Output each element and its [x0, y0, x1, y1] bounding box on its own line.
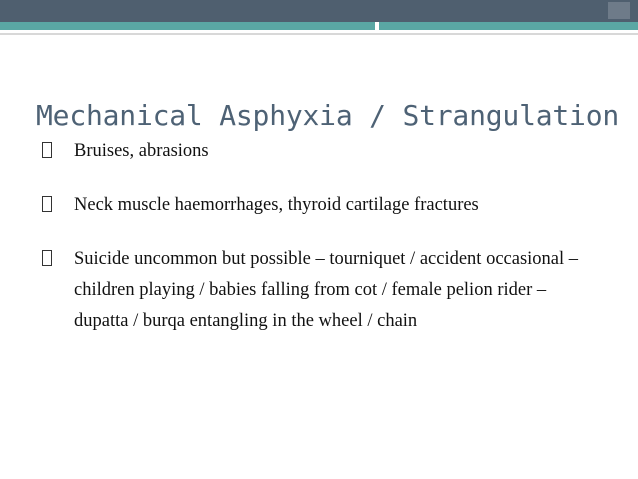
header-teal-bar-right: [379, 22, 638, 30]
bullet-box-icon: [42, 142, 52, 158]
bullet-box-icon: [42, 196, 52, 212]
bullet-text-1: Bruises, abrasions: [74, 141, 209, 161]
bullet-list: [42, 136, 602, 360]
bullet-text-2: Neck muscle haemorrhages, thyroid cartilage fractures: [74, 195, 479, 215]
bullet-item-3: [42, 244, 602, 337]
bullet-item-1: [42, 136, 602, 167]
bullet-box-icon: [42, 250, 52, 266]
header-teal-bar-left: [0, 22, 375, 30]
slide-title: Mechanical Asphyxia / Strangulation: [36, 99, 620, 132]
bullet-item-2: [42, 190, 602, 221]
corner-mark-icon: [608, 2, 630, 19]
bullet-text-3: Suicide uncommon but possible – tourniquet / accident occasional – children playing / babies falling from cot / female pelion rider – dupatta / burqa entangling in the wheel / chain: [74, 249, 579, 331]
header-shadow-line: [0, 33, 638, 35]
header-dark-bar: [0, 0, 638, 22]
